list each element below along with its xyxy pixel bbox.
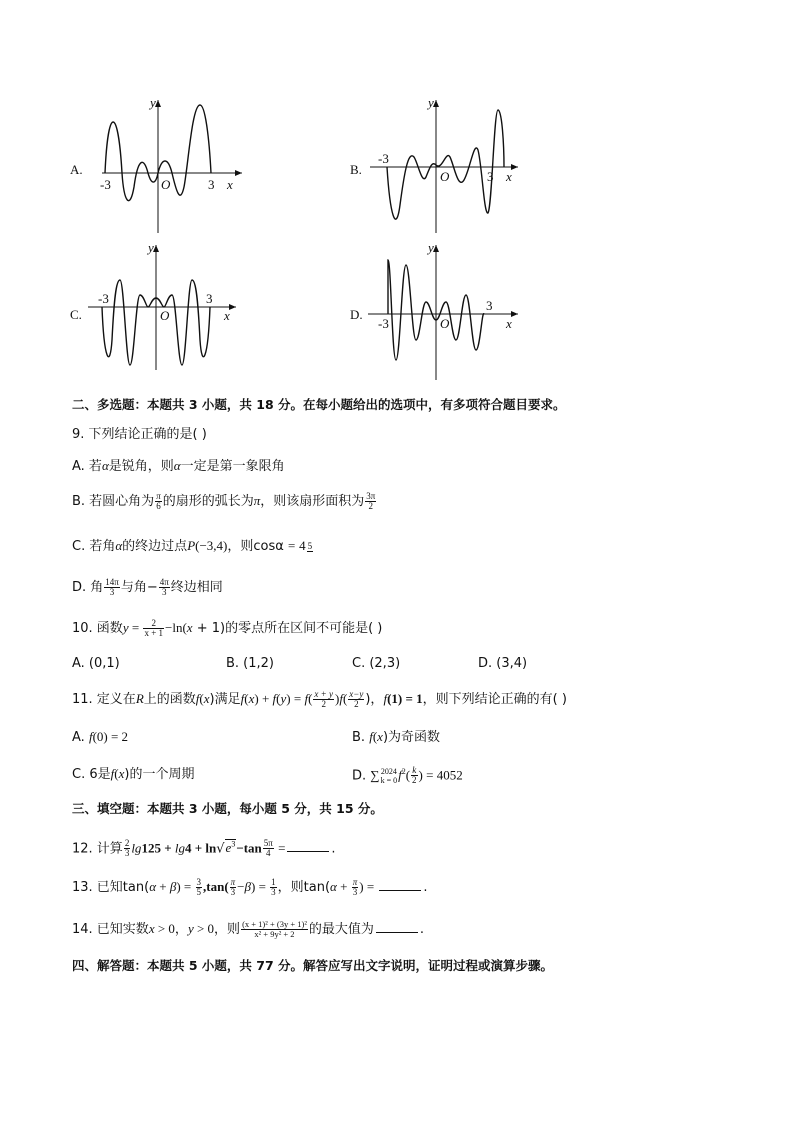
origin-label: O	[440, 169, 450, 184]
tick-3: 3	[487, 169, 494, 184]
graph-a-plot	[92, 95, 272, 240]
graph-b-plot	[370, 95, 550, 240]
graph-letter: A.	[70, 162, 83, 177]
question-9-option-c: C. 若角α的终边过点P(−3,4)，则cosα = 4 5	[72, 538, 313, 554]
x-axis-label: x	[227, 177, 233, 192]
answer-blank[interactable]	[379, 878, 421, 891]
tick-3: 3	[206, 291, 213, 306]
question-10-option-a: A. (0,1)	[72, 656, 120, 671]
question-10-option-b: B. (1,2)	[226, 656, 275, 671]
tick-neg3: -3	[378, 151, 389, 166]
tick-3: 3	[208, 177, 215, 192]
question-9-option-b: B. 若圆心角为 $\frac{\pi}{6}$ 的扇形的弧长为π，则该扇形面积为 $\frac{3\pi}{2}$	[72, 491, 376, 511]
question-11-option-c: C. 6是f(x)的一个周期	[72, 766, 195, 782]
question-11-option-a: A. f(0) = 2	[72, 729, 129, 745]
question-9-stem: 9. 下列结论正确的是( )	[72, 427, 207, 442]
y-axis-label: y	[150, 95, 156, 110]
graph-letter: B.	[350, 162, 362, 177]
y-axis-label: y	[428, 240, 434, 255]
origin-label: O	[160, 308, 170, 323]
question-10-option-c: C. (2,3)	[352, 656, 401, 671]
answer-blank[interactable]	[287, 839, 329, 852]
question-11-option-d: D. ∑ 2024 k = 0 $f^2$( $\frac{k}{2}$ ) = 4052	[352, 765, 463, 786]
tick-3: 3	[486, 298, 493, 313]
section-heading-fill-in: 三、填空题：本题共 3 小题，每小题 5 分，共 15 分。	[72, 801, 383, 816]
y-axis-label: y	[148, 240, 154, 255]
tick-neg3: -3	[378, 316, 389, 331]
graph-letter: D.	[350, 307, 363, 322]
graph-letter: C.	[70, 307, 82, 322]
tick-neg3: -3	[100, 177, 111, 192]
question-11-stem: 11. 定义在R上的函数f(x)满足f(x) + f(y) = f( $\frac{x + y}{2}$ )f( $\frac{x-y}{2}$ )，f(1) = 1，则下列结论正确的有( )	[72, 689, 567, 709]
question-9-option-d: D. 角 $\frac{14\pi}{3}$ 与角− $\frac{4\pi}{3}$ 终边相同	[72, 577, 223, 597]
origin-label: O	[161, 177, 171, 192]
question-10-stem: 10. 函数y = $\frac{2}{x + 1}$ −ln(x + 1)的零点所在区间不可能是( )	[72, 618, 383, 638]
question-13: 13. 已知tan(α + β) = $\frac{3}{5}$ ,tan( $\frac{\pi}{3}$ −β) = $\frac{1}{3}$ ，则tan(α + $\frac{\pi}{3}$ ) = .	[72, 877, 428, 897]
question-14: 14. 已知实数x > 0，y > 0，则 $\frac{\text{(x + 1)² + (3y + 1)²}}{\text{x² + 9y² + 2}}$ 的最大值为 .	[72, 919, 425, 939]
graph-d-plot	[368, 240, 548, 385]
tick-neg3: -3	[98, 291, 109, 306]
answer-blank[interactable]	[376, 920, 418, 933]
question-9-option-a: A. 若α是锐角，则α一定是第一象限角	[72, 458, 285, 474]
section-heading-solutions: 四、解答题：本题共 5 小题，共 77 分。解答应写出文字说明，证明过程或演算步骤。	[72, 958, 554, 973]
x-axis-label: x	[506, 316, 512, 331]
question-12: 12. 计算 $\frac{2}{3}$ $\lg 125 + \lg 4 + \ln√e^3-\tan$ $\frac{5\pi}{4}$ = .	[72, 838, 336, 859]
question-11-option-b: B. f(x)为奇函数	[352, 729, 441, 745]
origin-label: O	[440, 316, 450, 331]
x-axis-label: x	[224, 308, 230, 323]
section-heading-multi-choice: 二、多选题：本题共 3 小题，共 18 分。在每小题给出的选项中，有多项符合题目要求。	[72, 397, 566, 412]
question-10-option-d: D. (3,4)	[478, 656, 528, 671]
y-axis-label: y	[428, 95, 434, 110]
x-axis-label: x	[506, 169, 512, 184]
graph-c-plot	[88, 240, 268, 375]
